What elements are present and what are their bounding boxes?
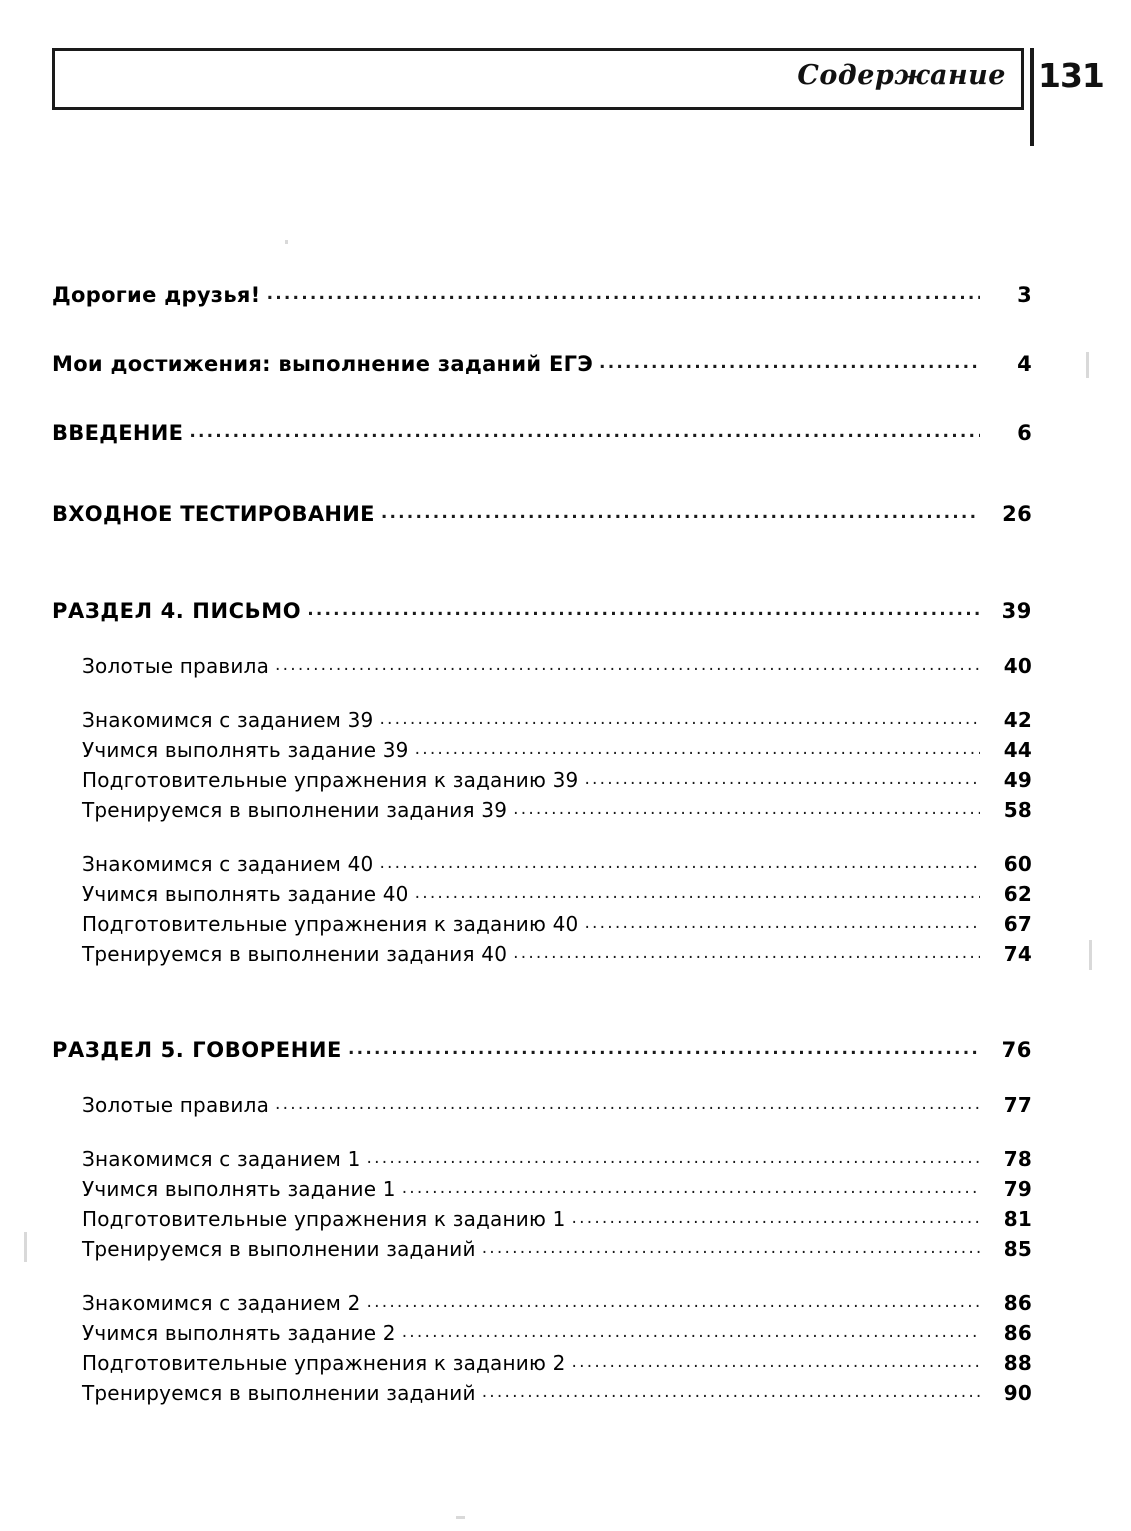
toc-entry[interactable] bbox=[52, 852, 1032, 876]
toc-entry[interactable] bbox=[52, 1237, 1032, 1261]
toc-entry[interactable] bbox=[52, 882, 1032, 906]
toc-leader-dots bbox=[599, 353, 980, 374]
toc-entry[interactable] bbox=[52, 502, 1032, 527]
toc-leader-dots bbox=[267, 284, 980, 305]
toc-entry-label: Учимся выполнять задание 2 bbox=[82, 1321, 396, 1345]
toc-entry-label: Тренируемся в выполнении задания 39 bbox=[82, 798, 508, 822]
toc-entry[interactable] bbox=[52, 1351, 1032, 1375]
toc-entry-page: 85 bbox=[1003, 1237, 1032, 1261]
toc-entry-page: 86 bbox=[1003, 1291, 1032, 1315]
toc-leader-dots bbox=[513, 799, 980, 819]
toc-entry[interactable] bbox=[52, 738, 1032, 762]
toc-entry-label: Дорогие друзья! bbox=[52, 283, 261, 307]
toc-entry-label: Тренируемся в выполнении заданий bbox=[82, 1237, 476, 1261]
toc-entry-label: Тренируемся в выполнении заданий bbox=[82, 1381, 476, 1405]
toc-entry[interactable] bbox=[52, 421, 1032, 446]
toc-entry-page: 74 bbox=[1003, 942, 1032, 966]
toc-entry-page: 39 bbox=[1001, 599, 1032, 623]
page-header bbox=[52, 48, 1104, 110]
toc-leader-dots bbox=[381, 503, 980, 524]
toc-entry[interactable] bbox=[52, 1147, 1032, 1171]
toc-entry[interactable] bbox=[52, 352, 1032, 377]
toc-entry-page: 67 bbox=[1003, 912, 1032, 936]
toc-entry-page: 62 bbox=[1003, 882, 1032, 906]
toc-leader-dots bbox=[513, 943, 980, 963]
toc-leader-dots bbox=[402, 1178, 980, 1198]
toc-leader-dots bbox=[584, 913, 980, 933]
toc-entry-page: 58 bbox=[1003, 798, 1032, 822]
toc-entry[interactable] bbox=[52, 708, 1032, 732]
toc-entry-label: ВХОДНОЕ ТЕСТИРОВАНИЕ bbox=[52, 502, 375, 526]
scan-speck bbox=[456, 1516, 465, 1519]
toc-entry-page: 40 bbox=[1003, 654, 1032, 678]
toc-entry-page: 78 bbox=[1003, 1147, 1032, 1171]
scan-speck bbox=[1086, 352, 1089, 378]
toc-entry-page: 42 bbox=[1003, 708, 1032, 732]
toc-leader-dots bbox=[584, 769, 980, 789]
toc-entry-page: 76 bbox=[1001, 1038, 1032, 1062]
toc-entry-label: Учимся выполнять задание 1 bbox=[82, 1177, 396, 1201]
toc-entry[interactable] bbox=[52, 942, 1032, 966]
toc-entry-page: 4 bbox=[1017, 352, 1032, 376]
scan-speck bbox=[285, 240, 288, 244]
toc-entry-label: ВВЕДЕНИЕ bbox=[52, 421, 184, 445]
table-of-contents bbox=[52, 283, 1032, 1405]
toc-entry[interactable] bbox=[52, 1177, 1032, 1201]
toc-entry[interactable] bbox=[52, 1291, 1032, 1315]
toc-entry-label: РАЗДЕЛ 5. ГОВОРЕНИЕ bbox=[52, 1038, 342, 1062]
header-tick-rule bbox=[1030, 48, 1034, 146]
toc-entry-label: Знакомимся с заданием 2 bbox=[82, 1291, 361, 1315]
toc-leader-dots bbox=[379, 709, 980, 729]
toc-entry[interactable] bbox=[52, 1093, 1032, 1117]
toc-entry-label: Подготовительные упражнения к заданию 40 bbox=[82, 912, 579, 936]
toc-entry-label: Подготовительные упражнения к заданию 1 bbox=[82, 1207, 566, 1231]
toc-leader-dots bbox=[415, 739, 980, 759]
toc-entry[interactable] bbox=[52, 283, 1032, 308]
toc-leader-dots bbox=[482, 1238, 980, 1258]
toc-leader-dots bbox=[379, 853, 980, 873]
toc-leader-dots bbox=[367, 1148, 980, 1168]
toc-entry-label: Учимся выполнять задание 39 bbox=[82, 738, 409, 762]
toc-entry[interactable] bbox=[52, 798, 1032, 822]
toc-entry[interactable] bbox=[52, 1038, 1032, 1063]
toc-entry-label: Мои достижения: выполнение заданий ЕГЭ bbox=[52, 352, 594, 376]
toc-entry-label: Подготовительные упражнения к заданию 2 bbox=[82, 1351, 566, 1375]
toc-leader-dots bbox=[572, 1208, 980, 1228]
toc-entry[interactable] bbox=[52, 654, 1032, 678]
toc-entry-label: Тренируемся в выполнении задания 40 bbox=[82, 942, 508, 966]
toc-leader-dots bbox=[189, 422, 980, 443]
toc-leader-dots bbox=[275, 655, 980, 675]
toc-entry-label: Учимся выполнять задание 40 bbox=[82, 882, 409, 906]
toc-entry[interactable] bbox=[52, 912, 1032, 936]
toc-entry-page: 6 bbox=[1017, 421, 1032, 445]
toc-entry-label: РАЗДЕЛ 4. ПИСЬМО bbox=[52, 599, 302, 623]
toc-entry-page: 77 bbox=[1003, 1093, 1032, 1117]
toc-entry-label: Золотые правила bbox=[82, 654, 270, 678]
toc-entry[interactable] bbox=[52, 1207, 1032, 1231]
toc-entry[interactable] bbox=[52, 1381, 1032, 1405]
toc-entry-label: Знакомимся с заданием 1 bbox=[82, 1147, 361, 1171]
toc-entry-page: 26 bbox=[1002, 502, 1032, 526]
toc-entry-label: Подготовительные упражнения к заданию 39 bbox=[82, 768, 579, 792]
toc-entry-page: 44 bbox=[1003, 738, 1032, 762]
toc-entry-page: 90 bbox=[1003, 1381, 1032, 1405]
scan-speck bbox=[24, 1232, 27, 1262]
toc-entry[interactable] bbox=[52, 768, 1032, 792]
page-number: 131 bbox=[1038, 56, 1104, 95]
toc-entry-page: 60 bbox=[1003, 852, 1032, 876]
toc-leader-dots bbox=[367, 1292, 980, 1312]
toc-entry-page: 88 bbox=[1003, 1351, 1032, 1375]
toc-leader-dots bbox=[572, 1352, 980, 1372]
toc-entry-page: 86 bbox=[1003, 1321, 1032, 1345]
toc-leader-dots bbox=[402, 1322, 980, 1342]
toc-leader-dots bbox=[275, 1094, 980, 1114]
toc-entry-label: Золотые правила bbox=[82, 1093, 270, 1117]
toc-entry-label: Знакомимся с заданием 40 bbox=[82, 852, 374, 876]
toc-entry[interactable] bbox=[52, 599, 1032, 624]
toc-entry[interactable] bbox=[52, 1321, 1032, 1345]
toc-entry-page: 81 bbox=[1003, 1207, 1032, 1231]
toc-leader-dots bbox=[415, 883, 980, 903]
toc-leader-dots bbox=[348, 1039, 980, 1060]
scan-speck bbox=[1089, 940, 1092, 970]
toc-entry-label: Знакомимся с заданием 39 bbox=[82, 708, 374, 732]
toc-leader-dots bbox=[482, 1382, 980, 1402]
toc-entry-page: 79 bbox=[1003, 1177, 1032, 1201]
toc-entry-page: 49 bbox=[1003, 768, 1032, 792]
toc-leader-dots bbox=[307, 600, 980, 621]
toc-entry-page: 3 bbox=[1017, 283, 1032, 307]
page-title: Содержание bbox=[797, 60, 1006, 91]
